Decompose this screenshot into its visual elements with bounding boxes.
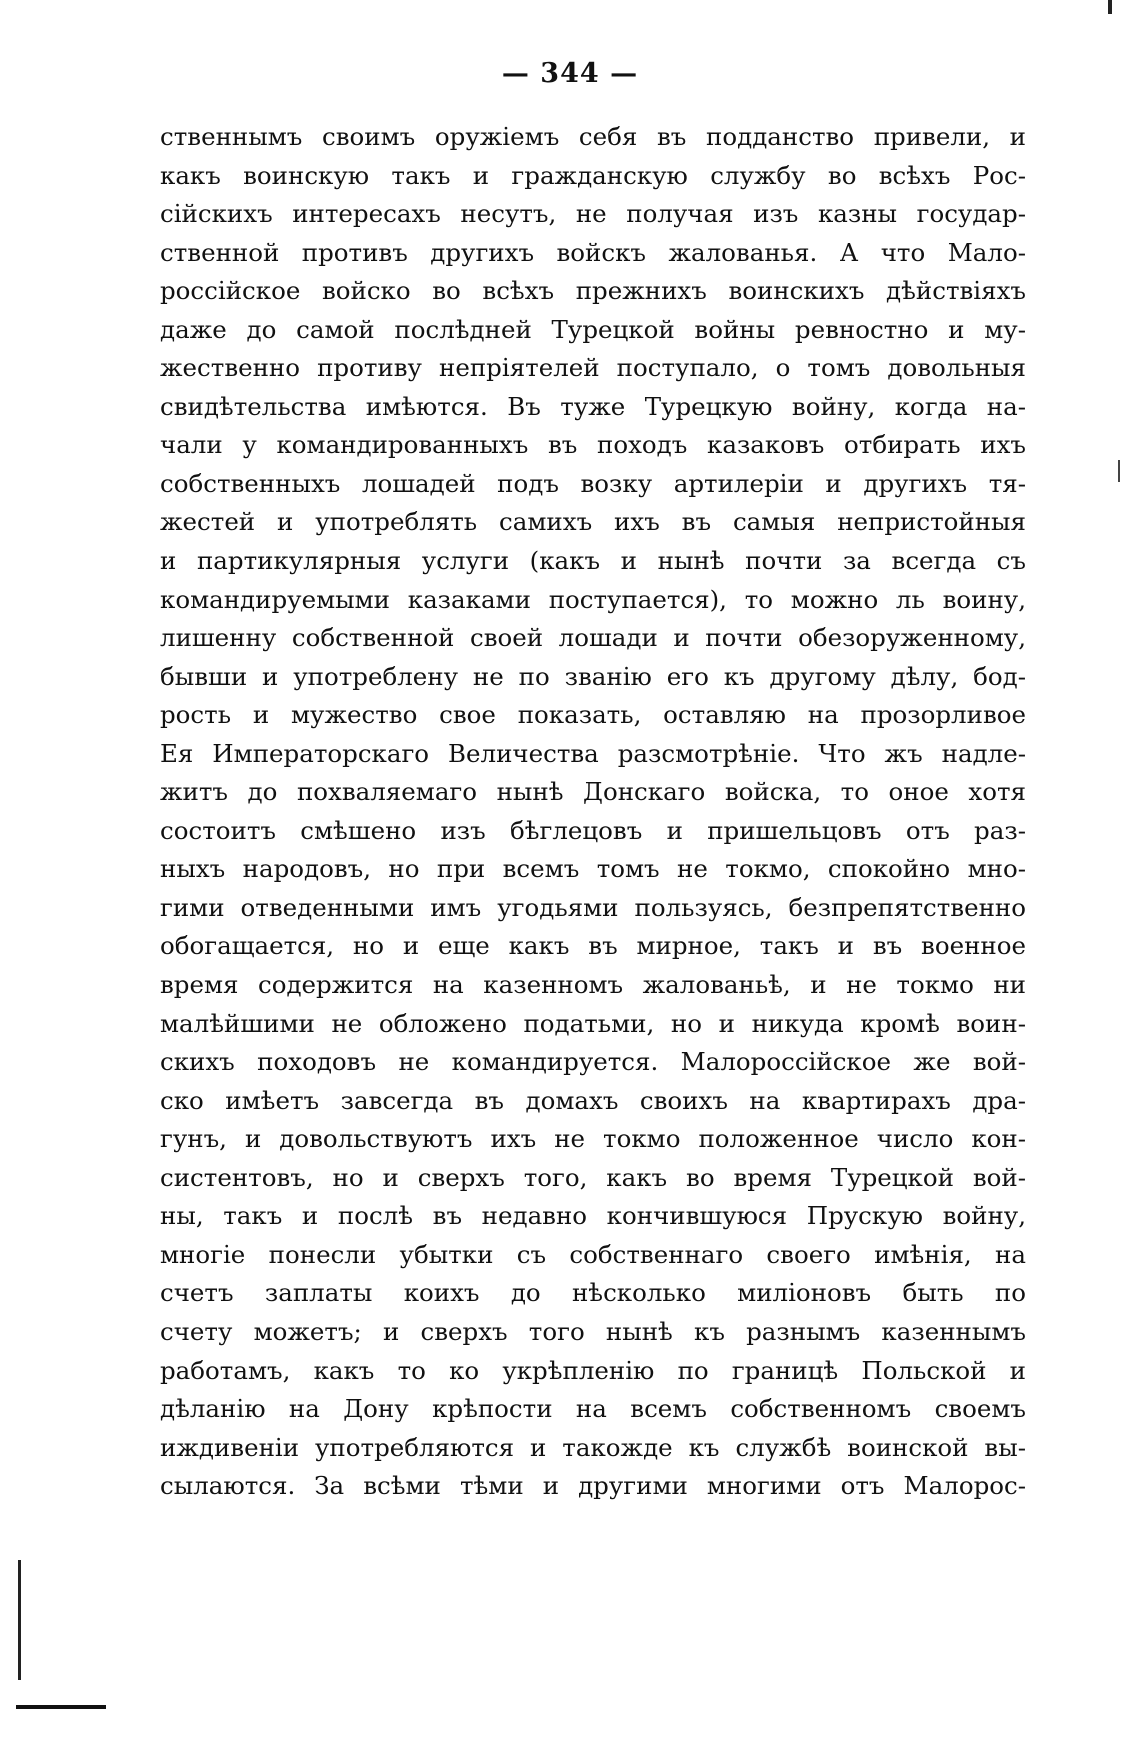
text-line: рость и мужество свое показать, оставляю на прозорливое [160, 700, 1026, 730]
text-line: состоитъ смѣшено изъ бѣглецовъ и пришельцовъ отъ раз- [160, 815, 1026, 845]
text-line: свидѣтельства имѣются. Въ тужe Турецкую войну, когда на- [160, 391, 1026, 421]
text-line: бывши и употреблену не по званію его къ другому дѣлу, бод- [160, 661, 1026, 691]
text-line: жественно противу непріятелей поступало, о томъ довольныя [160, 353, 1026, 383]
text-line: счету можетъ; и сверхъ того нынѣ къ разнымъ казеннымъ [160, 1316, 1026, 1346]
text-line: сійскихъ интересахъ несутъ, не получая изъ казны государ- [160, 199, 1026, 229]
text-line: счетъ заплаты коихъ до нѣсколько милiоновъ быть по [160, 1278, 1026, 1308]
text-line: россійское войско во всѣхъ прежнихъ воинскихъ дѣйствіяхъ [160, 276, 1026, 306]
text-line: командируемыми казаками поступается), то можно ль воину, [160, 584, 1026, 614]
text-line: чали у командированныхъ въ походъ казаковъ отбирать ихъ [160, 430, 1026, 460]
text-line: Ея Императорскаго Величества разсмотрѣніе. Что жъ надле- [160, 738, 1026, 768]
text-line: сылаются. За всѣми тѣми и другими многими отъ Малорос- [160, 1471, 1026, 1501]
text-line: малѣйшими не обложено податьми, но и никуда кромѣ воин- [160, 1008, 1026, 1038]
scan-edge-mark [16, 1705, 106, 1709]
text-line: жестей и употреблять самихъ ихъ въ самыя непристойныя [160, 507, 1026, 537]
text-line: гими отведенными имъ угодьями пользуясь, безпрепятственно [160, 892, 1026, 922]
text-line: какъ воинскую такъ и гражданскую службу во всѣхъ Рос- [160, 160, 1026, 190]
scan-edge-mark [1118, 460, 1120, 482]
page-number: — 344 — [501, 58, 639, 89]
text-line: ственнымъ своимъ оружіемъ себя въ подданство привели, и [160, 122, 1026, 151]
text-line: ныхъ народовъ, но при всемъ томъ не токмо, спокойно мно- [160, 854, 1026, 884]
text-line: и партикулярныя услуги (какъ и нынѣ почти за всегда съ [160, 546, 1026, 576]
text-line: работамъ, какъ то ко укрѣпленію по границѣ Польской и [160, 1355, 1026, 1385]
text-line: иждивеніи употребляются и такожде къ службѣ воинской вы- [160, 1432, 1026, 1462]
text-line: ско имѣетъ завсегда въ домахъ своихъ на квартирахъ дра- [160, 1085, 1026, 1115]
text-line: скихъ походовъ не командируется. Малороссійское же вой- [160, 1047, 1026, 1077]
text-line: систентовъ, но и сверхъ того, какъ во время Турецкой вой- [160, 1162, 1026, 1192]
text-line: собственныхъ лошадей подъ возку артилеріи и другихъ тя- [160, 468, 1026, 498]
text-line: дѣланію на Дону крѣпости на всемъ собственномъ своемъ [160, 1394, 1026, 1424]
scan-edge-mark [18, 1560, 21, 1680]
text-line: гунъ, и довольствуютъ ихъ не токмо положенное число кон- [160, 1124, 1026, 1154]
text-line: ственной противъ другихъ войскъ жалованья. А что Мало- [160, 237, 1026, 267]
text-line: даже до самой послѣдней Турецкой войны ревностно и му- [160, 314, 1026, 344]
text-line: ны, такъ и послѣ въ недавно кончившуюся Прускую войну, [160, 1201, 1026, 1231]
body-text [160, 118, 1026, 1506]
scan-edge-mark [1108, 0, 1112, 14]
text-line: житъ до похваляемаго нынѣ Донскаго войска, то оное хотя [160, 777, 1026, 807]
text-line: время содержится на казенномъ жалованьѣ, и не токмо ни [160, 970, 1026, 1000]
text-line: многіе понесли убытки съ собственнаго своего имѣнія, на [160, 1239, 1026, 1269]
text-line: лишенну собственной своей лошади и почти обезоруженному, [160, 623, 1026, 653]
text-line: обогащается, но и еще какъ въ мирное, такъ и въ военное [160, 931, 1026, 961]
